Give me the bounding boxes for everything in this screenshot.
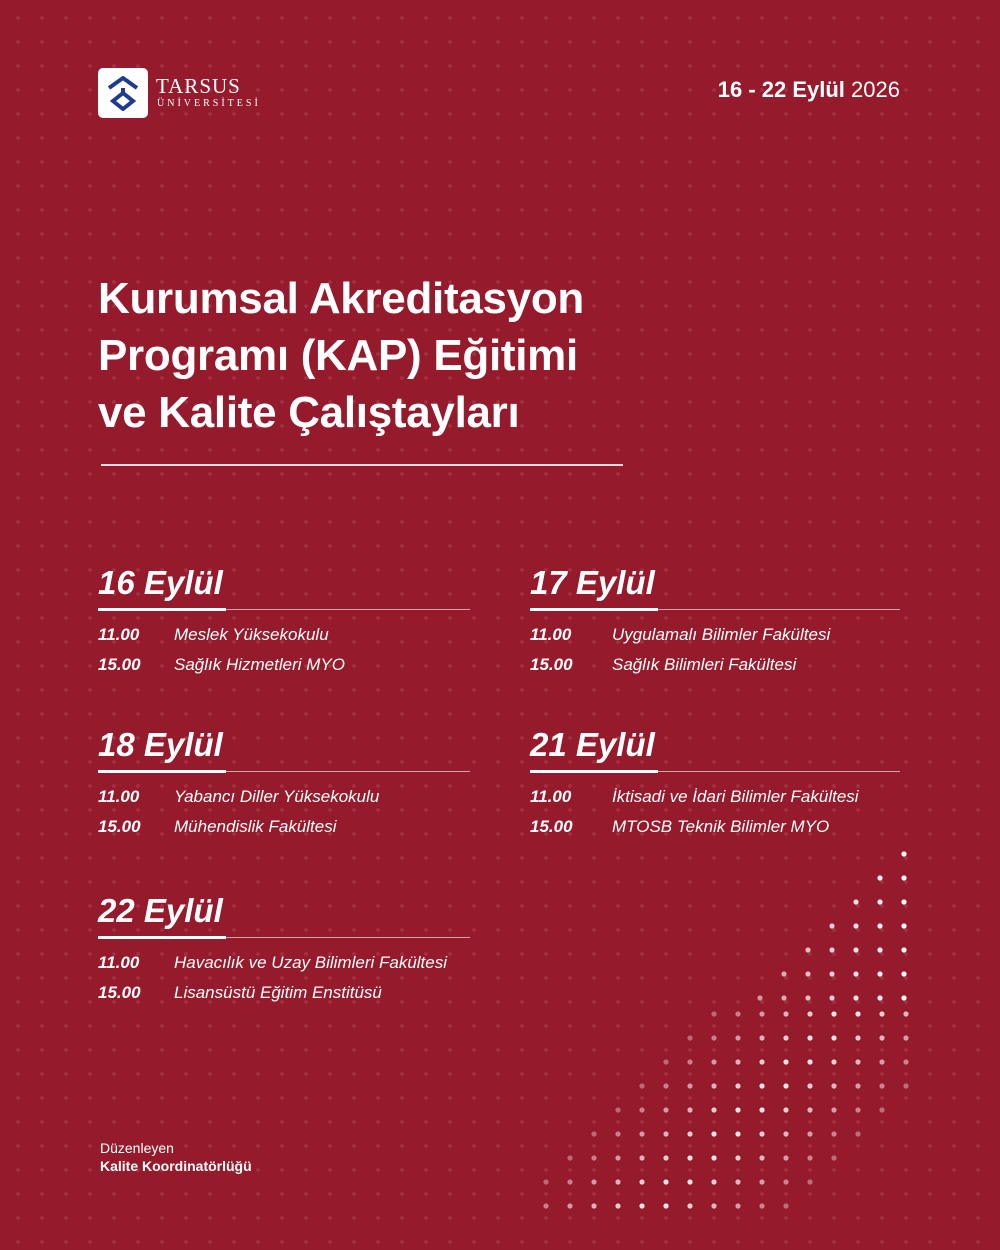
decorative-dot [759, 1203, 764, 1208]
decorative-dot [807, 1035, 812, 1040]
decorative-dot [783, 1035, 788, 1040]
decorative-dot [663, 1155, 668, 1160]
session-time: 15.00 [98, 655, 141, 674]
decorative-dot [805, 971, 810, 976]
decorative-dot [903, 1011, 908, 1016]
title-divider [101, 464, 623, 466]
decorative-dot [853, 995, 858, 1000]
decorative-dot [877, 899, 882, 904]
decorative-dot [711, 1155, 716, 1160]
decorative-dot [687, 1131, 692, 1136]
logo-subtitle: ÜNİVERSİTESİ [157, 98, 261, 109]
decorative-dot [783, 1059, 788, 1064]
decorative-dot [663, 1107, 668, 1112]
decorative-dot [759, 1059, 764, 1064]
tarsus-university-logo-icon [98, 68, 148, 118]
session-time: 11.00 [530, 625, 572, 644]
decorative-dot [687, 1203, 692, 1208]
decorative-dot [831, 1059, 836, 1064]
session-venue: MTOSB Teknik Bilimler MYO [612, 817, 830, 836]
poster-title [98, 270, 818, 441]
decorative-dot [735, 1083, 740, 1088]
session-venue: Sağlık Bilimleri Fakültesi [612, 655, 797, 674]
session-row [98, 626, 470, 644]
decorative-dot [783, 1131, 788, 1136]
decorative-dot [853, 923, 858, 928]
session-row [530, 656, 900, 674]
decorative-dot [735, 1107, 740, 1112]
decorative-dot [855, 1083, 860, 1088]
decorative-dot [567, 1203, 572, 1208]
decorative-dot [757, 995, 762, 1000]
decorative-dot [783, 1179, 788, 1184]
decorative-dot [591, 1131, 596, 1136]
session-time: 15.00 [530, 817, 573, 836]
decorative-dot [807, 1131, 812, 1136]
session-time: 15.00 [98, 817, 141, 836]
decorative-dot [759, 1179, 764, 1184]
decorative-dot [807, 1059, 812, 1064]
organizer-credit [100, 1139, 252, 1175]
schedule-day-21-eylul [530, 725, 900, 836]
decorative-dot [711, 1203, 716, 1208]
decorative-dot [711, 1035, 716, 1040]
decorative-dot [639, 1131, 644, 1136]
decorative-dot [831, 1155, 836, 1160]
decorative-dot [711, 1179, 716, 1184]
decorative-dot [879, 1035, 884, 1040]
decorative-dot [759, 1083, 764, 1088]
decorative-dot [759, 1107, 764, 1112]
decorative-dot [901, 875, 906, 880]
decorative-dot [639, 1107, 644, 1112]
decorative-dot [877, 971, 882, 976]
session-venue: Yabancı Diller Yüksekokulu [174, 787, 380, 806]
decorative-dot [735, 1011, 740, 1016]
decorative-dot [711, 1083, 716, 1088]
decorative-dot [783, 1107, 788, 1112]
decorative-dot [687, 1083, 692, 1088]
decorative-dot [877, 995, 882, 1000]
decorative-dot [759, 1035, 764, 1040]
session-time: 11.00 [98, 625, 140, 644]
decorative-dot [807, 1107, 812, 1112]
session-row [98, 788, 470, 806]
decorative-dot [853, 947, 858, 952]
decorative-dot [615, 1107, 620, 1112]
decorative-dot [781, 971, 786, 976]
session-venue: İktisadi ve İdari Bilimler Fakültesi [612, 787, 859, 806]
session-venue: Havacılık ve Uzay Bilimleri Fakültesi [174, 953, 448, 972]
session-time: 11.00 [98, 787, 140, 806]
decorative-dot [735, 1035, 740, 1040]
decorative-dot [901, 923, 906, 928]
session-venue: Uygulamalı Bilimler Fakültesi [612, 625, 831, 644]
day-heading: 16 Eylül [98, 563, 470, 610]
day-heading: 22 Eylül [98, 891, 470, 938]
decorative-dot [615, 1131, 620, 1136]
session-row [530, 818, 900, 836]
decorative-dot [831, 1083, 836, 1088]
decorative-dot [901, 947, 906, 952]
session-time: 15.00 [530, 655, 573, 674]
decorative-dot [855, 1131, 860, 1136]
schedule-day-16-eylul [98, 563, 470, 674]
decorative-dot [807, 1083, 812, 1088]
title-line-2: Programı (KAP) Eğitimi [98, 331, 578, 380]
decorative-dot [831, 1035, 836, 1040]
decorative-dot [735, 1131, 740, 1136]
date-range-year: 2026 [851, 77, 900, 102]
decorative-dot [687, 1179, 692, 1184]
session-time: 11.00 [98, 953, 140, 972]
university-logo [98, 68, 261, 118]
decorative-dot [711, 1011, 716, 1016]
decorative-dot [829, 923, 834, 928]
decorative-dot [639, 1179, 644, 1184]
decorative-dot [879, 1083, 884, 1088]
organizer-label: Düzenleyen [100, 1140, 174, 1156]
schedule-day-18-eylul [98, 725, 470, 836]
decorative-dot [591, 1155, 596, 1160]
decorative-dot [901, 995, 906, 1000]
decorative-dot [639, 1155, 644, 1160]
decorative-dot [783, 1011, 788, 1016]
organizer-name: Kalite Koordinatörlüğü [100, 1158, 252, 1174]
decorative-dot [853, 899, 858, 904]
day-heading: 18 Eylül [98, 725, 470, 772]
decorative-dot [855, 1011, 860, 1016]
decorative-dot [567, 1155, 572, 1160]
decorative-dot [855, 1107, 860, 1112]
decorative-dot [663, 1179, 668, 1184]
session-time: 15.00 [98, 983, 141, 1002]
decorative-dot [615, 1179, 620, 1184]
decorative-dot [663, 1083, 668, 1088]
schedule-day-17-eylul [530, 563, 900, 674]
session-row [98, 984, 470, 1002]
decorative-dot [759, 1131, 764, 1136]
decorative-dot [735, 1179, 740, 1184]
decorative-dot [877, 923, 882, 928]
decorative-dot [903, 1059, 908, 1064]
decorative-dot [901, 971, 906, 976]
decorative-dot [829, 995, 834, 1000]
decorative-dot [735, 1059, 740, 1064]
decorative-dot [543, 1179, 548, 1184]
schedule-day-22-eylul [98, 891, 470, 1002]
session-venue: Mühendislik Fakültesi [174, 817, 337, 836]
decorative-dot [807, 1179, 812, 1184]
decorative-dot [901, 899, 906, 904]
decorative-dot [807, 1011, 812, 1016]
decorative-dot [805, 995, 810, 1000]
decorative-dot [783, 1083, 788, 1088]
decorative-dot [711, 1131, 716, 1136]
decorative-dot [759, 1155, 764, 1160]
decorative-dot [829, 971, 834, 976]
decorative-dot [687, 1035, 692, 1040]
decorative-dot [711, 1107, 716, 1112]
decorative-dot [903, 1083, 908, 1088]
decorative-dot [879, 1011, 884, 1016]
decorative-dot [591, 1203, 596, 1208]
date-range-days: 16 - 22 Eylül [717, 77, 845, 102]
day-heading: 21 Eylül [530, 725, 900, 772]
session-venue: Lisansüstü Eğitim Enstitüsü [174, 983, 382, 1002]
decorative-dot [781, 995, 786, 1000]
decorative-dot [687, 1059, 692, 1064]
decorative-dot [639, 1203, 644, 1208]
decorative-dot [567, 1179, 572, 1184]
decorative-dot [829, 947, 834, 952]
decorative-dot [735, 1155, 740, 1160]
decorative-dot [807, 1155, 812, 1160]
session-row [98, 656, 470, 674]
decorative-dot [853, 971, 858, 976]
decorative-dot [615, 1203, 620, 1208]
decorative-dot [831, 1011, 836, 1016]
title-line-1: Kurumsal Akreditasyon [98, 274, 584, 323]
decorative-dot [615, 1155, 620, 1160]
day-heading: 17 Eylül [530, 563, 900, 610]
decorative-dot [711, 1059, 716, 1064]
logo-name: TARSUS [156, 74, 241, 98]
decorative-dot [663, 1059, 668, 1064]
decorative-dot [759, 1011, 764, 1016]
session-row [530, 788, 900, 806]
decorative-dot [687, 1107, 692, 1112]
decorative-dot [901, 851, 906, 856]
decorative-dot [783, 1203, 788, 1208]
decorative-dot [805, 947, 810, 952]
session-time: 11.00 [530, 787, 572, 806]
decorative-dot [663, 1203, 668, 1208]
session-venue: Meslek Yüksekokulu [174, 625, 329, 644]
decorative-dot [735, 1203, 740, 1208]
event-date-range [718, 77, 900, 103]
decorative-dot [855, 1059, 860, 1064]
session-venue: Sağlık Hizmetleri MYO [174, 655, 345, 674]
decorative-dot [879, 1107, 884, 1112]
decorative-dot [543, 1203, 548, 1208]
session-row [98, 818, 470, 836]
decorative-dot [831, 1107, 836, 1112]
decorative-dot [879, 1059, 884, 1064]
decorative-dot [855, 1035, 860, 1040]
decorative-dot [639, 1083, 644, 1088]
decorative-dot [783, 1155, 788, 1160]
decorative-dot [903, 1035, 908, 1040]
session-row [530, 626, 900, 644]
decorative-dot [831, 1131, 836, 1136]
decorative-dot [663, 1131, 668, 1136]
decorative-dot [877, 875, 882, 880]
decorative-dot [687, 1155, 692, 1160]
decorative-dot [591, 1179, 596, 1184]
session-row [98, 954, 470, 972]
decorative-dot [877, 947, 882, 952]
title-line-3: ve Kalite Çalıştayları [98, 388, 520, 437]
